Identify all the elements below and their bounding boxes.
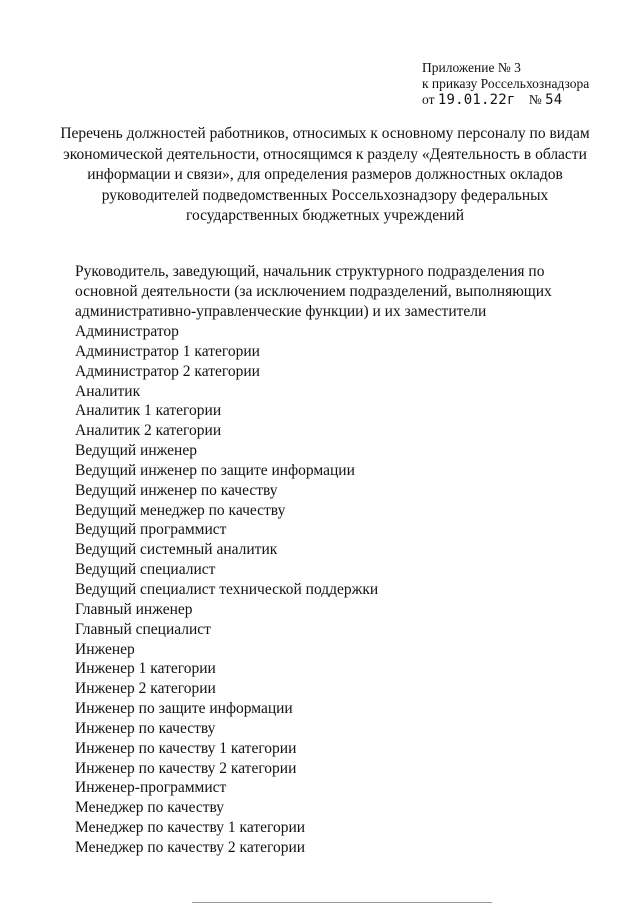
position-item: Ведущий менеджер по качеству bbox=[75, 501, 286, 519]
position-item: Инженер 2 категории bbox=[75, 680, 216, 698]
position-item: Аналитик 1 категории bbox=[75, 402, 222, 420]
position-item: Ведущий инженер по качеству bbox=[75, 481, 278, 499]
appendix-order-reference: к приказу Россельхознадзора bbox=[422, 76, 590, 91]
document-title: Перечень должностей работников, относимых к основному персоналу по видам экономической деятельности, относящимся к разделу «Деятельность в области информации и связи», для определения размеров должностных окладов руководителей подведомственных Россельхознадзору федеральных государственных бюджетных учреждений bbox=[60, 125, 590, 224]
position-item: Менеджер по качеству 2 категории bbox=[75, 838, 306, 856]
position-item: Ведущий специалист bbox=[75, 561, 216, 579]
appendix-header bbox=[422, 60, 622, 108]
position-item: Ведущий системный аналитик bbox=[75, 541, 278, 559]
position-item: Аналитик bbox=[75, 382, 141, 400]
position-item: Администратор 1 категории bbox=[75, 342, 260, 360]
position-item: Инженер-программист bbox=[75, 779, 227, 797]
position-item: Инженер 1 категории bbox=[75, 660, 216, 678]
position-item: Аналитик 2 категории bbox=[75, 422, 222, 440]
position-item: Ведущий инженер по защите информации bbox=[75, 461, 355, 479]
appendix-number-prefix: № bbox=[528, 92, 542, 107]
position-item: Администратор bbox=[75, 323, 179, 340]
position-item: Инженер по качеству 1 категории bbox=[75, 739, 297, 757]
position-item: Ведущий специалист технической поддержки bbox=[75, 580, 379, 598]
position-item: Главный инженер bbox=[75, 600, 193, 618]
position-item: Менеджер по качеству 1 категории bbox=[75, 819, 306, 837]
appendix-date-prefix: от bbox=[422, 92, 435, 107]
appendix-date: 19.01.22г bbox=[437, 92, 516, 108]
appendix-number: Приложение № 3 bbox=[422, 60, 521, 75]
position-item: Администратор 2 категории bbox=[75, 362, 260, 380]
appendix-date-line bbox=[422, 92, 622, 108]
appendix-order-number: 54 bbox=[545, 92, 563, 108]
position-item: Ведущий программист bbox=[75, 521, 227, 539]
position-item: Ведущий инженер bbox=[75, 442, 197, 460]
positions-list bbox=[75, 322, 595, 858]
position-item: Инженер по качеству bbox=[75, 719, 216, 737]
position-item: Инженер по качеству 2 категории bbox=[75, 759, 297, 777]
intro-paragraph: Руководитель, заведующий, начальник структурного подразделения по основной деятельности (за исключением подразделений, выполняющих административно-управленческие функции) и их заместители bbox=[75, 263, 552, 320]
position-item: Инженер по защите информации bbox=[75, 700, 293, 718]
scan-edge-line bbox=[192, 902, 492, 903]
position-item: Менеджер по качеству bbox=[75, 799, 225, 817]
position-item: Инженер bbox=[75, 640, 135, 658]
position-item: Главный специалист bbox=[75, 620, 211, 638]
